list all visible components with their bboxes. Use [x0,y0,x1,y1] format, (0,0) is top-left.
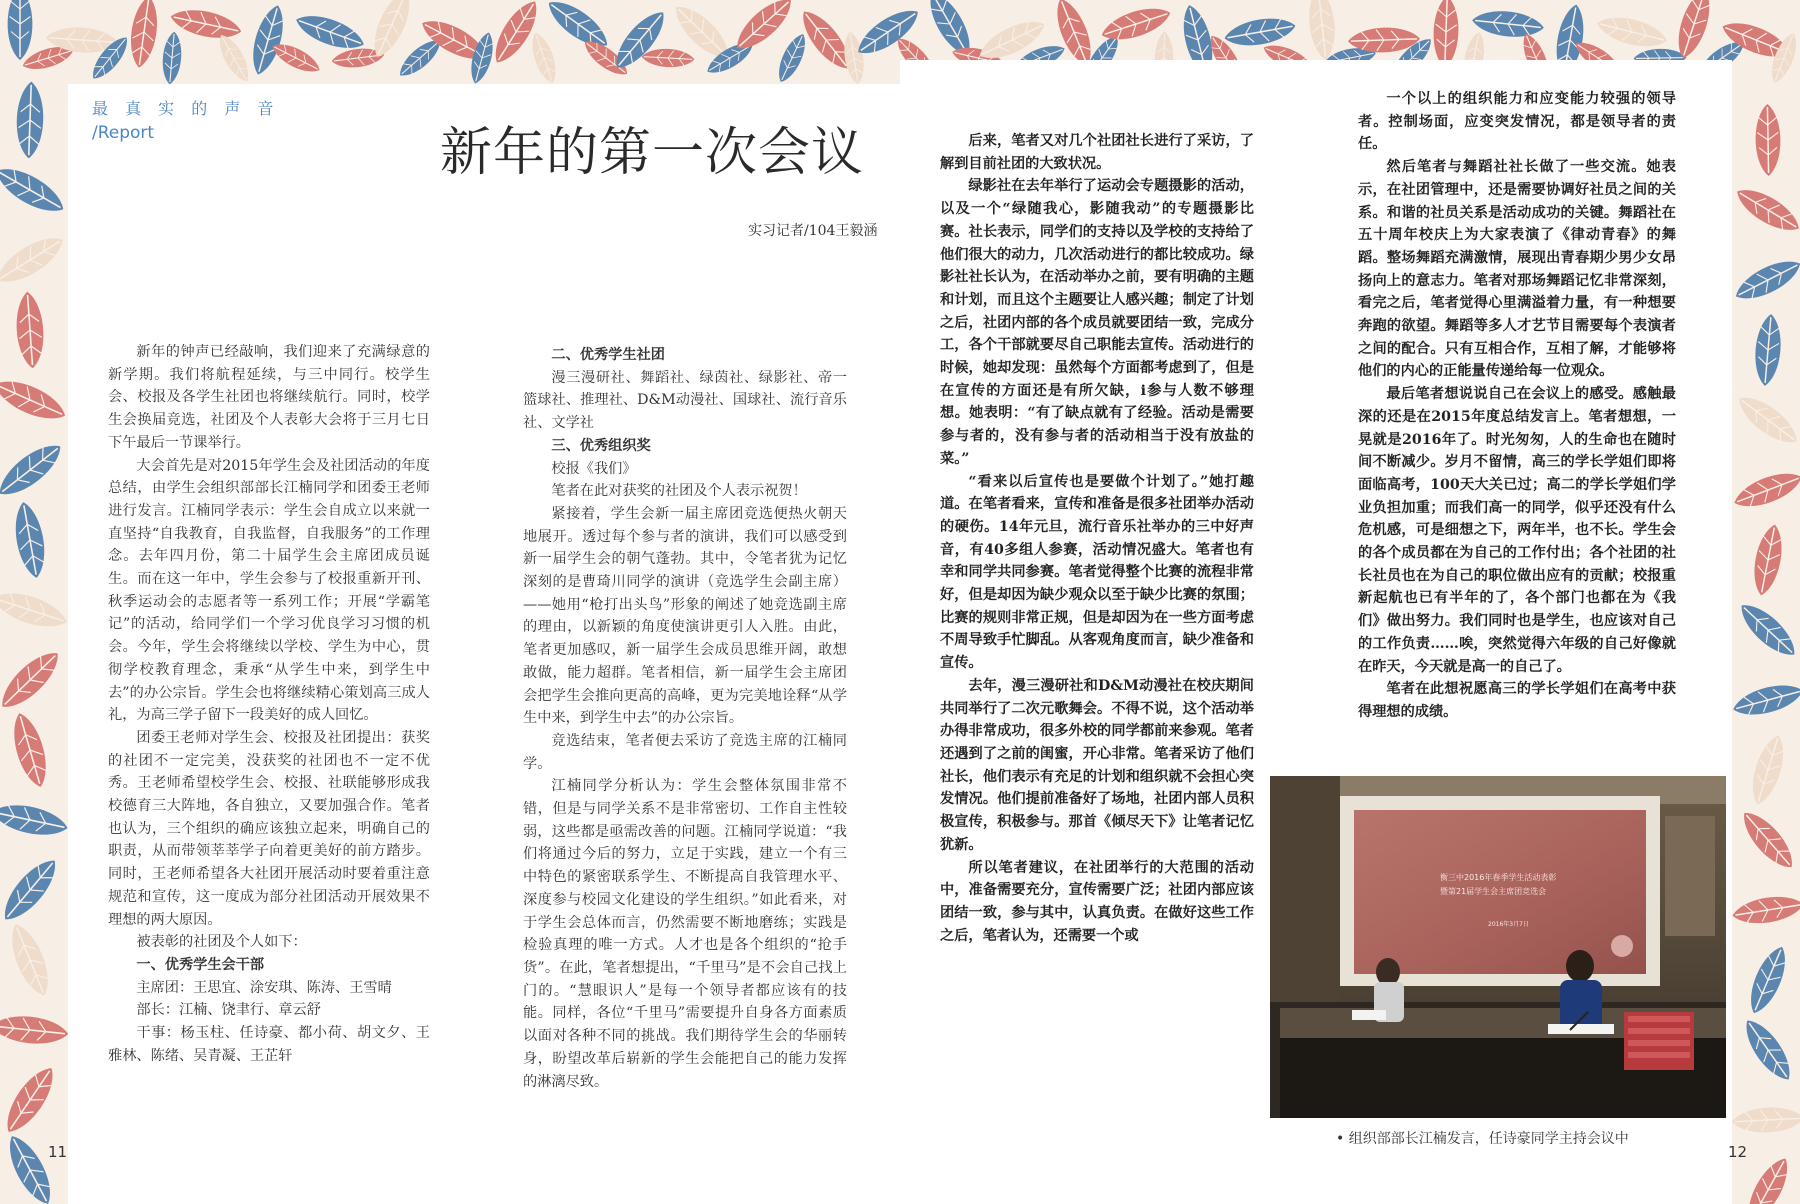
paragraph: 所以笔者建议，在社团举行的大范围的活动中，准备需要充分，宣传需要广泛；社团内部应该团结一致，参与其中，认真负责。在做好这些工作之后，笔者认为，还需要一个或 [940,859,1254,944]
text-column-4 [1358,88,1676,724]
paragraph: 新年的钟声已经敲响，我们迎来了充满绿意的新学期。我们将航程延续，与三中同行。校学生会、校报及各学生社团也将继续航行。同时，校学生会换届竞选，社团及个人表彰大会将于三月七日下午最后一节课举行。 [108,344,430,451]
paragraph: 部长：江楠、饶聿行、章云舒 [136,1002,321,1019]
screen-date: 2016年3月7日 [1488,921,1529,928]
screen-line-1: 衡三中2016年春季学生活动表彰 [1440,873,1557,882]
subheading: 三、优秀组织奖 [551,437,651,454]
paragraph: 漫三漫研社、舞蹈社、绿茵社、绿影社、帝一篮球社、推理社、D&M动漫社、国球社、流行音乐社、文学社 [523,369,847,432]
meeting-photo-illustration [1270,776,1726,1118]
page-number-left: 11 [48,1143,68,1161]
text-column-1 [108,341,430,1068]
paragraph: 绿影社在去年举行了运动会专题摄影的活动，以及一个“绿随我心，影随我动”的专题摄影比赛。社长表示，同学们的支持以及学校的支持给了他们很大的动力，几次活动进行的都比较成功。绿影社社长认为，在活动举办之前，要有明确的主题和计划，而且这个主题要让人感兴趣；制定了计划之后，社团内部的各个成员就要团结一致，完成分工，各个干部就要尽自己职能去宣传。活动进行的时候，她却发现：虽然每个方面都考虑到了，但是在宣传的方面还是有所欠缺，i参与人数不够理想。她表明：“有了缺点就有了经验。活动是需要参与者的，没有参与者的活动相当于没有放盐的菜。” [940,178,1254,467]
paragraph: 校报《我们》 [551,460,637,477]
paragraph: 一个以上的组织能力和应变能力较强的领导者。控制场面，应变突发情况，都是领导者的责任。 [1358,91,1676,153]
text-column-2 [523,344,847,1093]
kicker-text: 最 真 实 的 声 音 [92,99,280,118]
paragraph: 竞选结束，笔者便去采访了竞选主席的江楠同学。 [523,732,847,772]
text-column-3 [940,130,1254,947]
section-label: /Report [92,123,155,143]
article-byline: 实习记者/104王毅涵 [748,223,878,239]
paragraph: 笔者在此想祝愿高三的学长学姐们在高考中获得理想的成绩。 [1358,681,1676,720]
paragraph: 大会首先是对2015年学生会及社团活动的年度总结，由学生会组织部部长江楠同学和团委王老师进行发言。江楠同学表示：学生会自成立以来就一直坚持“自我教育，自我监督，自我服务”的工作理念。去年四月份，第二十届学生会主席团成员诞生。而在这一年中，学生会参与了校报重新开刊、秋季运动会的志愿者等一系列工作；开展“学霸笔记”的活动，给同学们一个学习优良学习习惯的机会。今年，学生会将继续以学校、学生为中心，贯彻学校教育理念，秉承“从学生中来，到学生中去”的办公宗旨。学生会也将继续精心策划高三成人礼，为高三学子留下一段美好的成人回忆。 [108,457,430,724]
paragraph: 团委王老师对学生会、校报及社团提出：获奖的社团不一定完美，没获奖的社团也不一定不优秀。王老师希望校学生会、校报、社联能够形成我校德育三大阵地，各自独立，又要加强合作。笔者也认为，三个组织的确应该独立起来，明确自己的职责，从而带领莘莘学子向着更美好的前方踏步。同时，王老师希望各大社团开展活动时要着重注意规范和宣传，这一度成为部分社团活动开展效果不理想的两大原因。 [108,729,430,928]
paragraph: 然后笔者与舞蹈社社长做了一些交流。她表示，在社团管理中，还是需要协调好社员之间的关系。和谐的社员关系是活动成功的关键。舞蹈社在五十周年校庆上为大家表演了《律动青春》的舞蹈。整场舞蹈充满激情，展现出青春期少男少女昂扬向上的意志力。笔者对那场舞蹈记忆非常深刻，看完之后，笔者觉得心里满溢着力量，有一种想要奔跑的欲望。舞蹈等多人才艺节目需要每个表演者之间的配合。只有互相合作，互相了解，才能够将他们的内心的正能量传递给每一位观众。 [1358,159,1676,380]
paragraph: “看来以后宣传也是要做个计划了。”她打趣道。在笔者看来，宣传和准备是很多社团举办活动的硬伤。14年元旦，流行音乐社举办的三中好声音，有40多组人参赛，活动情况盛大。笔者也有幸和同学共同参赛。笔者觉得整个比赛的流程非常好，但是却因为缺少观众以至于缺少比赛的氛围；比赛的规则非常正规，但是却因为在一些方面考虑不周导致手忙脚乱。从客观角度而言，缺少准备和宣传。 [940,473,1254,672]
paragraph: 笔者在此对获奖的社团及个人表示祝贺！ [551,483,807,500]
paragraph: 去年，漫三漫研社和D&M动漫社在校庆期间共同举行了二次元歌舞会。不得不说，这个活动举办得非常成功，很多外校的同学都前来参观。笔者还遇到了之前的闺蜜，开心非常。笔者采访了他们社长，他们表示有充足的计划和组织就不会担心突发情况。他们提前准备好了场地，社团内部人员积极宣传，积极参与。那首《倾尽天下》让笔者记忆犹新。 [940,677,1254,853]
paragraph: 江楠同学分析认为：学生会整体氛围非常不错，但是与同学关系不是非常密切、工作自主性较弱，这些都是亟需改善的问题。江楠同学说道：“我们将通过今后的努力，立足于实践，建立一个有三中特色的紧密联系学生、不断提高自我管理水平、深度参与校园文化建设的学生组织。”如此看来，对于学生会总体而言，仍然需要不断地磨练；实践是检验真理的唯一方式。人才也是各个组织的“抢手货”。在此，笔者想提出，“千里马”是不会自己找上门的。“慧眼识人”是每一个领导者都应该有的技能。同样，各位“千里马”需要提升自身各方面素质以面对各种不同的挑战。我们期待学生会的华丽转身，盼望改革后崭新的学生会能把自己的能力发挥的淋漓尽致。 [523,778,847,1090]
photo-caption: • 组织部部长江楠发言，任诗豪同学主持会议中 [1336,1131,1629,1147]
paragraph: 最后笔者想说说自己在会议上的感受。感触最深的还是在2015年度总结发言上。笔者想想，一晃就是2016年了。时光匆匆，人的生命也在随时间不断减少。岁月不留情，高三的学长学姐们即将面临高考，100天大关已过；高二的学长学姐们学业负担加重；而我们高一的同学，似乎还没有什么危机感，可是细想之下，两年半，也不长。学生会的各个成员都在为自己的工作付出；各个社团的社长社员也在为自己的职位做出应有的贡献；校报重新起航也已有半年的了，各个部门也都在为《我们》做出努力。我们同时也是学生，也应该对自己的工作负责……唉，突然觉得六年级的自己好像就在昨天，今天就是高一的自己了。 [1358,386,1676,675]
meeting-photo [1270,776,1726,1118]
paragraph: 被表彰的社团及个人如下： [136,934,307,951]
paragraph: 干事：杨玉柱、任诗豪、都小荷、胡文夕、王雅林、陈绪、吴青凝、王芷轩 [108,1025,430,1064]
paragraph: 后来，笔者又对几个社团社长进行了采访，了解到目前社团的大致状况。 [940,133,1254,172]
article-title: 新年的第一次会议 [440,123,865,183]
screen-line-2: 暨第21届学生会主席团竞选会 [1440,887,1547,896]
paragraph: 紧接着，学生会新一届主席团竞选便热火朝天地展开。透过每个参与者的演讲，我们可以感受到新一届学生会的朝气蓬勃。其中，令笔者犹为记忆深刻的是曹琦川同学的演讲（竞选学生会副主席）——她用“枪打出头鸟”形象的阐述了她竞选副主席的理由，以新颖的角度使演讲更引人入胜。由此，笔者更加感叹，新一届学生会成员思维开阔，敢想敢做，能力超群。笔者相信，新一届学生会主席团会把学生会推向更高的高峰，更为完美地诠释“从学生中来，到学生中去”的办公宗旨。 [523,505,847,727]
paragraph: 主席团：王思宜、涂安琪、陈涛、王雪晴 [136,979,392,996]
page-number-right: 12 [1728,1143,1748,1161]
section-kicker [92,96,279,143]
subheading: 二、优秀学生社团 [551,347,665,363]
subheading: 一、优秀学生会干部 [136,956,265,973]
